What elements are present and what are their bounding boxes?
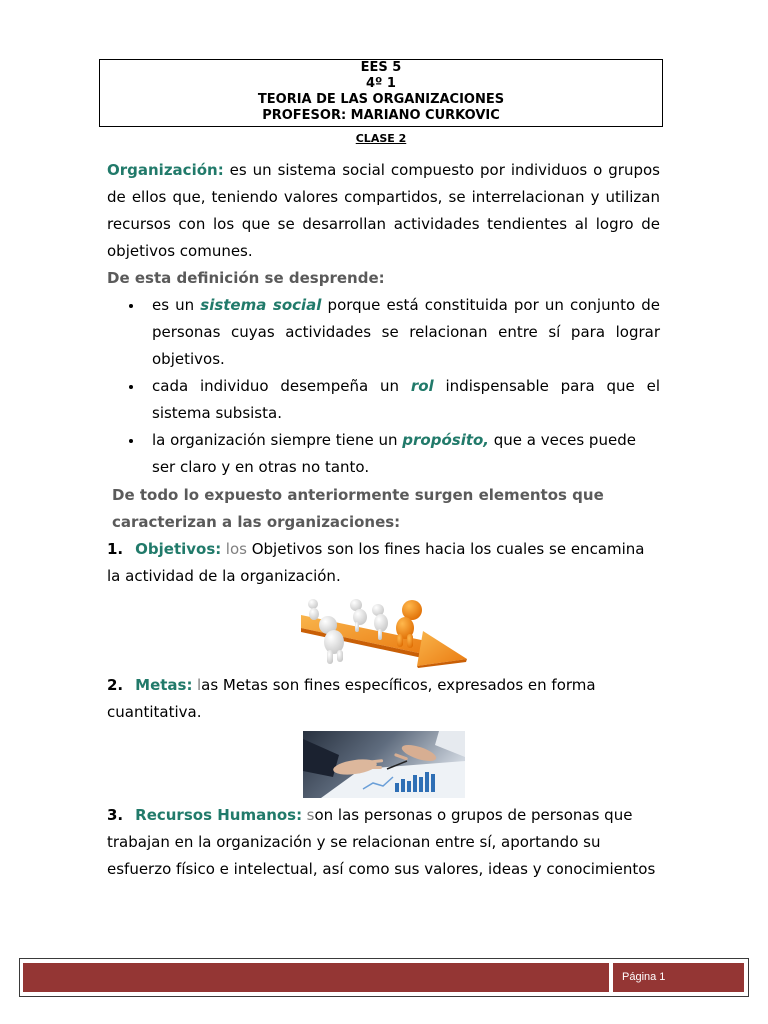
teamwork-arrow-image xyxy=(301,598,467,668)
footer-bar xyxy=(23,963,609,992)
course-header-box xyxy=(99,59,663,127)
bullet-item xyxy=(107,292,660,373)
class-label: CLASE 2 xyxy=(355,132,407,145)
definition-paragraph xyxy=(107,157,660,265)
bullet-text: que a veces puede ser claro y en otras no tanto. xyxy=(152,431,636,476)
bullet-highlight: propósito, xyxy=(402,431,490,449)
footer-page-box xyxy=(613,963,744,992)
page-footer xyxy=(19,958,749,997)
definition-term: Organización: xyxy=(107,161,224,179)
course-name: 4º 1 xyxy=(366,76,396,91)
element-term: Metas: xyxy=(135,676,193,694)
element-term: Objetivos: xyxy=(135,540,222,558)
bullet-item xyxy=(107,427,660,481)
element-text: as Metas son fines específicos, expresados en forma cuantitativa. xyxy=(107,676,596,721)
element-item-recursos-humanos xyxy=(107,802,660,883)
page-number: Página 1 xyxy=(622,971,666,983)
element-lead: s xyxy=(306,806,315,824)
definition-bullet-list xyxy=(107,292,660,481)
bullet-text: la organización siempre tiene un xyxy=(152,431,403,449)
document-body xyxy=(107,157,660,883)
subject-title: TEORIA DE LAS ORGANIZACIONES xyxy=(257,92,505,107)
element-number: 1. xyxy=(107,540,124,558)
element-lead: l xyxy=(196,676,202,694)
business-charts-image xyxy=(303,731,465,798)
bullet-text: cada individuo desempeña un xyxy=(152,377,411,395)
school-name: EES 5 xyxy=(360,60,402,75)
element-lead: los xyxy=(225,540,247,558)
element-text: on las personas o grupos de personas que trabajan en la organización y se relacionan entre sí, aportando su esfuerzo físico e intelectual, así como sus valores, ideas y conocimientos xyxy=(107,806,656,878)
teacher-name: PROFESOR: MARIANO CURKOVIC xyxy=(262,108,500,123)
bullet-highlight: rol xyxy=(410,377,434,395)
bullet-dot-icon xyxy=(129,385,133,389)
derivation-heading: De esta definición se desprende: xyxy=(107,269,385,287)
bullet-item xyxy=(107,373,660,427)
bullet-highlight: sistema social xyxy=(200,296,322,314)
elements-heading: De todo lo expuesto anteriormente surgen elementos que caracterizan a las organizaciones: xyxy=(112,486,604,531)
element-term: Recursos Humanos: xyxy=(135,806,303,824)
bullet-text: indispensable para que el sistema subsista. xyxy=(152,377,660,422)
element-number: 2. xyxy=(107,676,124,694)
element-item-metas xyxy=(107,672,660,726)
element-item-objetivos xyxy=(107,536,660,590)
element-text: Objetivos son los fines hacia los cuales se encamina la actividad de la organización. xyxy=(107,540,645,585)
bullet-dot-icon xyxy=(129,304,133,308)
element-number: 3. xyxy=(107,806,124,824)
bullet-text: porque está constituida por un conjunto de personas cuyas actividades se relacionan entre sí para lograr objetivos. xyxy=(152,296,660,368)
definition-text: es un sistema social compuesto por individuos o grupos de ellos que, teniendo valores compartidos, se interrelacionan y utilizan recursos con los que se desarrollan actividades tendientes al logro de objetivos comunes. xyxy=(107,161,660,260)
bullet-dot-icon xyxy=(129,439,133,443)
bullet-text: es un xyxy=(152,296,201,314)
